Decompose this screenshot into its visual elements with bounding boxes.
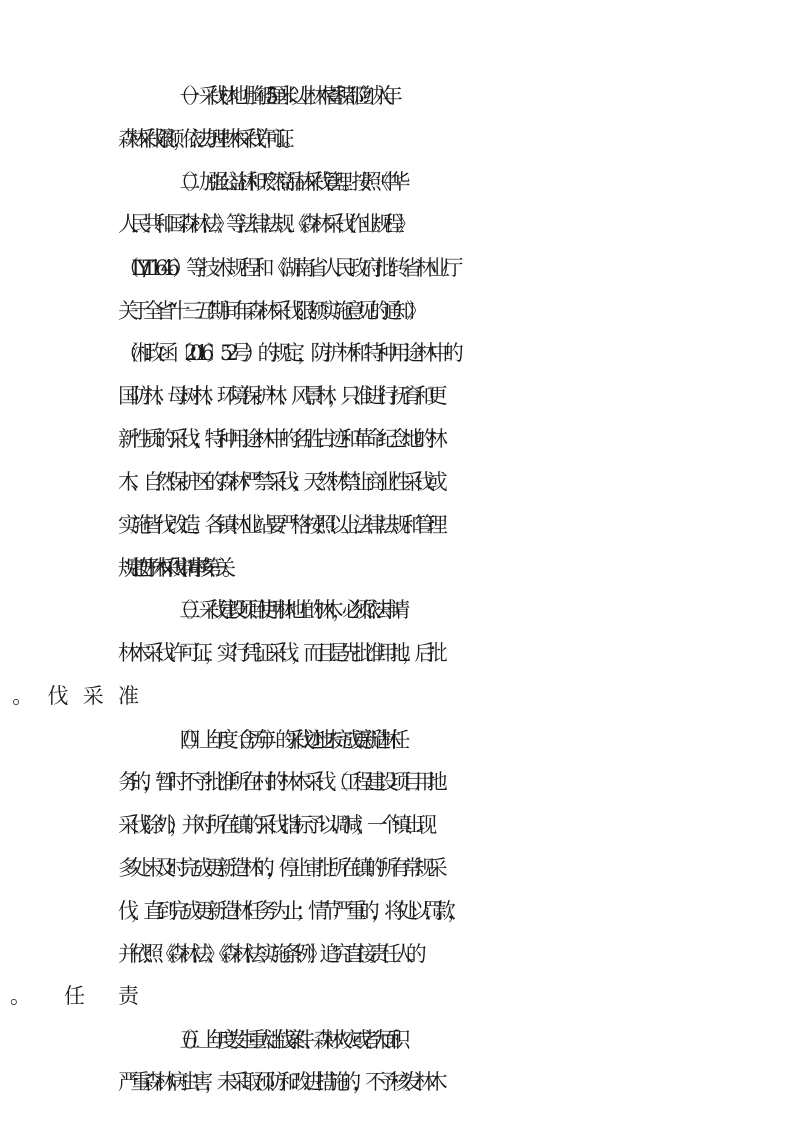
paragraph-line: 规定把好林木采伐申请审核第一关。: [118, 556, 230, 580]
paragraph-first-line: （三）采伐建设项目使用林地上的林木，必须依法申请: [170, 598, 399, 622]
paragraph-line: 并依照《森林法》、《森林法实施条例》追究直接责任人的: [118, 942, 419, 966]
paragraph-line: 森林采伐限额，依法办理林木采伐许可证。: [118, 127, 293, 151]
paragraph-first-line: （二）加强公益林和天然商品林采伐管理。按照《中华: [170, 170, 399, 194]
paragraph-line: [118, 976, 793, 1016]
paragraph-line: 务的，暂时不予批准所在村的林木采伐（工程建设项目用地: [118, 770, 440, 794]
paragraph-first-line: （四）上年度（含历年）的采伐迹地未完成更新造林任: [170, 728, 399, 752]
paragraph-line: 伐，直到完成更新造林任务为止；情节严重的，将处以罚款，: [118, 899, 461, 923]
paragraph-line: [118, 676, 793, 716]
paragraph-line: 采伐除外），并对所在镇的采伐指标予以调减；一个镇出现: [118, 813, 429, 837]
paragraph-line: 人民共和国森林法》等法律法规、《森林采伐作业规程》: [118, 212, 408, 236]
paragraph-first-line: （一）采伐林地上胸径5厘米以上林木蓄积都应纳入年: [170, 84, 392, 108]
paragraph-line: 国防林、母树林、环境保护林、风景林，只准进行抚育和更: [118, 384, 440, 408]
paragraph-line: 林木采伐许可证，实行凭证采伐，而且是先批准用地，后批: [118, 641, 440, 665]
paragraph-line: 严重森林病虫害，未采取预防和改进措施的，不予核发林木: [118, 1070, 440, 1094]
paragraph-line: 实施皆伐改造。各镇林业站要严格按照以上法律法规和管理: [118, 513, 440, 537]
paragraph-line: 木、自然保护区的森林严禁采伐；天然林禁止商业性采伐或: [118, 470, 440, 494]
paragraph-first-line: （五）上年度发生重大滥伐案件、森林火灾或者大面积: [170, 1028, 399, 1052]
paragraph-line: 关于全省“十三五”期间年森林采伐限额实施意见的通知》: [118, 299, 419, 323]
paragraph-line: （LY/T1646）等技术规程和《湖南省人民政府批转省林业厅: [118, 256, 456, 280]
paragraph-line: 多处未及时完成更新造林的，停止审批所在镇的所有常规采: [118, 856, 440, 880]
paragraph-line: （湘政函〔2016〕52号）的规定，防护林和特种用途林中的: [118, 341, 457, 365]
paragraph-line: 新性质的采伐；特种用途林中的名胜古迹和革命纪念地的林: [118, 427, 440, 451]
